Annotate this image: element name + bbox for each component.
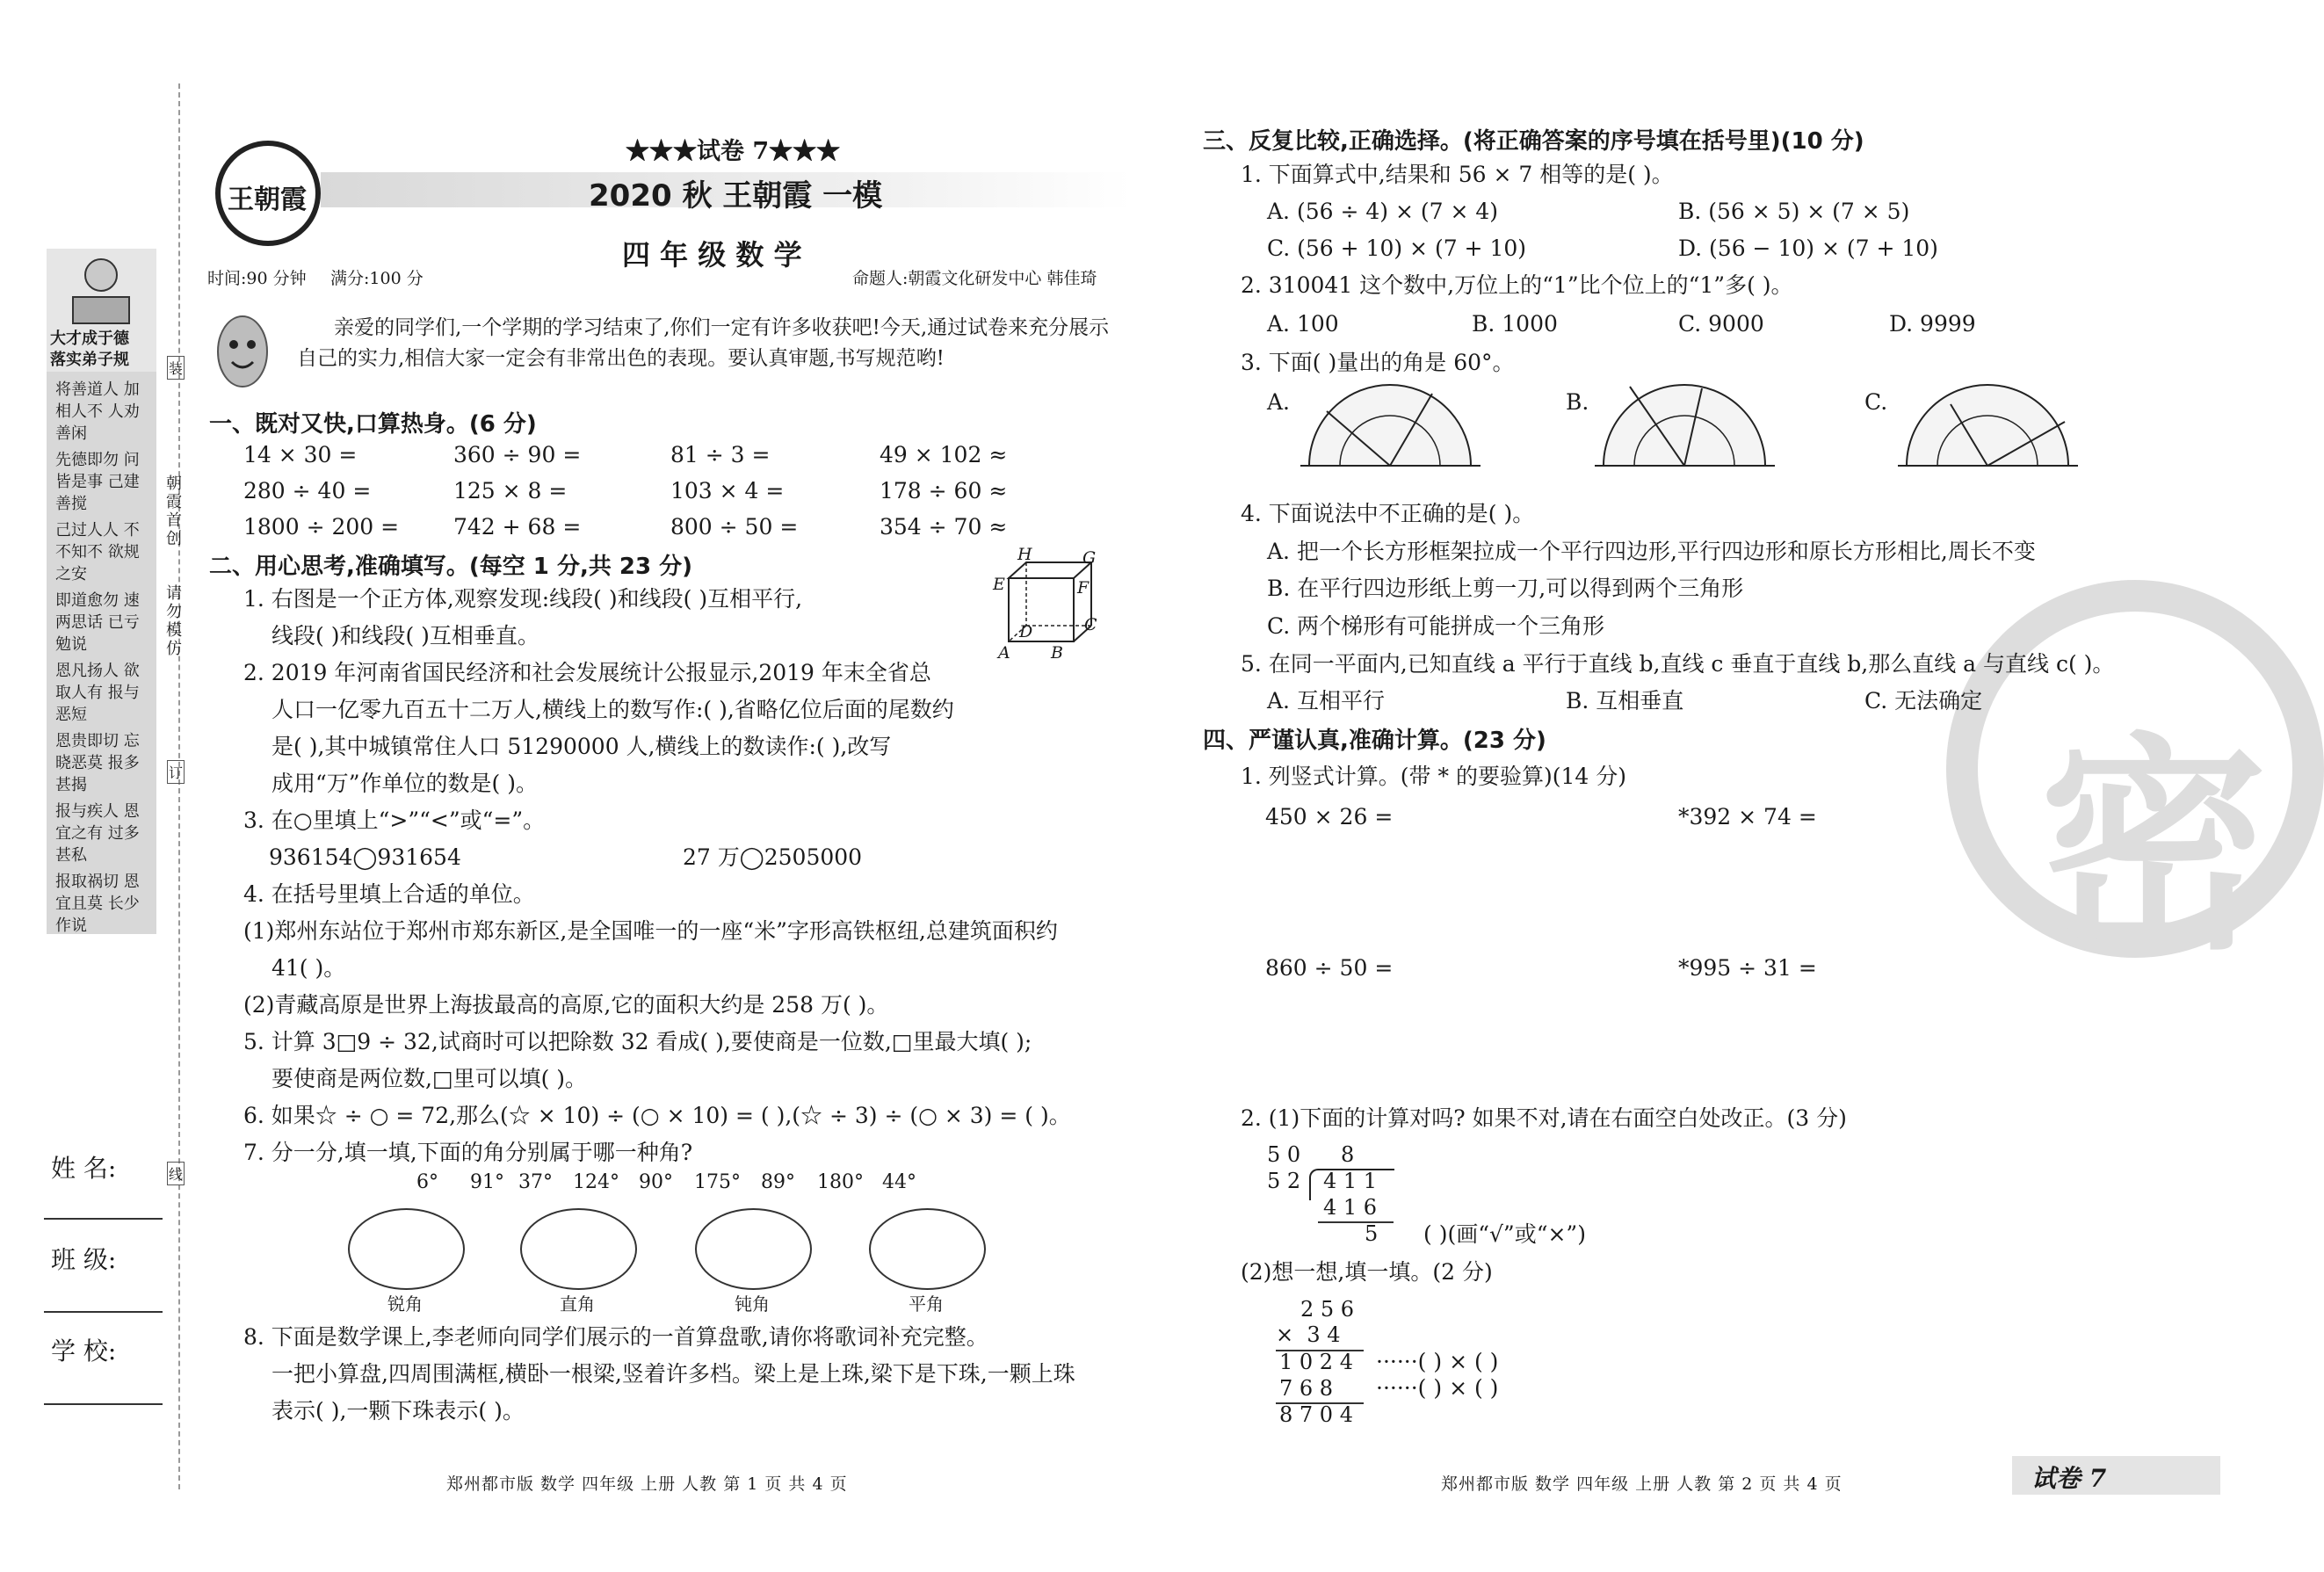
q3-1: 1. 下面算式中,结果和 56 × 7 相等的是( )。	[1241, 162, 1674, 187]
oral-calc: 103 × 4 =	[670, 478, 785, 503]
intro-line-2: 自己的实力,相信大家一定会有非常出色的表现。要认真审题,书写规范哟!	[297, 347, 945, 370]
division-divisor: 5 2	[1267, 1169, 1301, 1193]
division-judge: ( )(画“√”或“×”)	[1423, 1221, 1586, 1247]
vertical-calc: 450 × 26 =	[1265, 804, 1394, 829]
verse-block: 报取祸切 恩宜且莫 长少作说	[55, 873, 140, 935]
oral-calc: 280 ÷ 40 =	[243, 478, 372, 503]
q3-5: 5. 在同一平面内,已知直线 a 平行于直线 b,直线 c 垂直于直线 b,那么直线 a 与直线 c( )。	[1241, 651, 2115, 677]
oral-calc: 14 × 30 =	[243, 442, 358, 467]
q3-3-option-b: B.	[1566, 389, 1589, 415]
oral-calc: 81 ÷ 3 =	[670, 442, 771, 467]
vertical-calc: *392 × 74 =	[1678, 804, 1817, 829]
answer-oval-straight[interactable]	[869, 1208, 986, 1290]
q3-1-option-d: D. (56 − 10) × (7 + 10)	[1678, 235, 1938, 261]
q3-2-option-c: C. 9000	[1678, 311, 1764, 337]
q3-4-option-a: A. 把一个长方形框架拉成一个平行四边形,平行四边形和原长方形相比,周长不变	[1267, 539, 2036, 564]
division-dividend: 4 1 1	[1323, 1169, 1378, 1193]
logo-text: 王朝霞	[228, 185, 307, 215]
verse-block: 恩凡扬人 欲取人有 报与恶短	[55, 662, 140, 724]
binding-note-1: 朝霞首创	[163, 474, 182, 548]
class-label: 班 级:	[51, 1245, 117, 1274]
cube-label-f: F	[1077, 578, 1090, 598]
oral-calc: 742 + 68 =	[453, 514, 582, 540]
intro-line-1: 亲爱的同学们,一个学期的学习结束了,你们一定有许多收获吧!今天,通过试卷来充分展示	[334, 316, 1110, 339]
verse-block: 报与疾人 恩宜之有 过多甚私	[55, 802, 140, 865]
cube-label-g: G	[1082, 548, 1097, 568]
binding-mark-xian: 线	[167, 1162, 185, 1185]
q2-7: 7. 分一分,填一填,下面的角分别属于哪一种角?	[243, 1140, 693, 1165]
section1-title: 一、既对又快,口算热身。(6 分)	[209, 411, 537, 438]
angle-value: 124°	[573, 1171, 619, 1193]
section4-title: 四、严谨认真,准确计算。(23 分)	[1203, 728, 1546, 754]
mult-partial-1: 1 0 2 4	[1279, 1350, 1353, 1374]
division-line	[1318, 1221, 1394, 1223]
verse-block: 将善道人 加相人不 人劝善闲	[55, 380, 140, 443]
q2-1-line-b: 线段( )和线段( )互相垂直。	[271, 623, 539, 648]
q3-5-option-b: B. 互相垂直	[1566, 688, 1684, 714]
corner-label: 试卷 7	[2031, 1464, 2107, 1493]
exam-time: 时间:90 分钟	[207, 269, 307, 288]
binding-mark-zhuang: 装	[167, 356, 185, 380]
oval-label: 直角	[560, 1293, 595, 1315]
q4-1: 1. 列竖式计算。(带 * 的要验算)(14 分)	[1241, 764, 1626, 789]
q3-3-option-a: A.	[1267, 389, 1291, 415]
angle-value: 175°	[694, 1171, 741, 1193]
sidebar-figure	[47, 249, 156, 372]
verse-block: 恩贵即切 忘晓恶莫 报多甚揭	[55, 732, 140, 794]
q2-8-b: 一把小算盘,四周围满框,横卧一根梁,竖着许多档。梁上是上珠,梁下是下珠,一颗上珠	[271, 1361, 1075, 1387]
q3-2: 2. 310041 这个数中,万位上的“1”比个位上的“1”多( )。	[1241, 272, 1793, 298]
verse-block: 先德即勿 问皆是事 己建善搅	[55, 451, 140, 513]
q2-4-1-b: 41( )。	[271, 955, 346, 981]
angle-value: 89°	[761, 1171, 795, 1193]
protractor-c	[1898, 387, 2078, 474]
protractor-a	[1300, 387, 1481, 474]
sidebar-verses	[47, 372, 156, 934]
q4-2-2: (2)想一想,填一填。(2 分)	[1241, 1259, 1493, 1285]
oral-calc: 49 × 102 ≈	[880, 442, 1008, 467]
mult-top: 2 5 6	[1300, 1297, 1355, 1322]
mascot-icon	[211, 308, 274, 395]
mult-hint-1: ······( ) × ( )	[1376, 1349, 1499, 1374]
division-remainder: 5	[1365, 1221, 1379, 1246]
q2-2-line-c: 是( ),其中城镇常住人口 51290000 人,横线上的数读作:( ),改写	[271, 734, 892, 759]
q2-4: 4. 在括号里填上合适的单位。	[243, 881, 535, 907]
q3-4: 4. 下面说法中不正确的是( )。	[1241, 501, 1535, 526]
motto-1: 大才成于德	[50, 330, 129, 348]
corner-tab	[2012, 1456, 2220, 1495]
q2-3-a: 936154◯931654	[269, 844, 461, 870]
verse-block: 己过人人 不不知不 欲规之安	[55, 521, 140, 583]
motto-2: 落实弟子规	[50, 351, 129, 369]
school-label: 学 校:	[51, 1337, 117, 1366]
angle-value: 180°	[817, 1171, 864, 1193]
cube-label-d: D	[1019, 622, 1033, 641]
angle-value: 44°	[882, 1171, 916, 1193]
vertical-calc: 860 ÷ 50 =	[1265, 955, 1394, 981]
logo	[215, 141, 321, 246]
q3-4-option-b: B. 在平行四边形纸上剪一刀,可以得到两个三角形	[1267, 576, 1744, 601]
exam-author: 命题人:朝霞文化研发中心 韩佳琦	[852, 269, 1097, 288]
q2-8-c: 表示( ),一颗下珠表示( )。	[271, 1398, 525, 1423]
q4-2-1: 2. (1)下面的计算对吗? 如果不对,请在右面空白处改正。(3 分)	[1241, 1105, 1847, 1131]
answer-oval-acute[interactable]	[348, 1208, 465, 1290]
answer-oval-obtuse[interactable]	[695, 1208, 812, 1290]
school-field[interactable]	[44, 1403, 163, 1405]
class-field[interactable]	[44, 1311, 163, 1313]
oral-calc: 354 ÷ 70 ≈	[880, 514, 1008, 540]
mult-bottom: × 3 4	[1276, 1322, 1341, 1347]
oval-label: 钝角	[735, 1293, 770, 1315]
binding-note-2: 请勿模仿	[163, 584, 182, 658]
stars-title: ★★★试卷 7★★★	[626, 138, 841, 165]
q2-2-line-b: 人口一亿零九百五十二万人,横线上的数写作:( ),省略亿位后面的尾数约	[271, 697, 954, 722]
angle-value: 37°	[518, 1171, 553, 1193]
q2-3-b: 27 万◯2505000	[683, 844, 863, 870]
q2-4-2: (2)青藏高原是世界上海拔最高的高原,它的面积大约是 258 万( )。	[243, 992, 889, 1018]
exam-score: 满分:100 分	[330, 269, 424, 288]
q2-6: 6. 如果☆ ÷ ○ = 72,那么(☆ × 10) ÷ (○ × 10) = ( ),(☆ ÷ 3) ÷ (○ × 3) = ( )。	[243, 1103, 1071, 1128]
cube-label-c: C	[1084, 615, 1097, 634]
q2-4-1-a: (1)郑州东站位于郑州市郑东新区,是全国唯一的一座“米”字形高铁枢纽,总建筑面积约	[243, 918, 1058, 944]
section2-title: 二、用心思考,准确填写。(每空 1 分,共 23 分)	[209, 554, 692, 580]
mult-partial-2: 7 6 8	[1279, 1376, 1334, 1401]
footer-right: 郑州都市版 数学 四年级 上册 人教 第 2 页 共 4 页	[1441, 1474, 1843, 1494]
division-quotient: 5 0 8	[1267, 1142, 1355, 1167]
q2-3: 3. 在○里填上“>”“<”或“=”。	[243, 808, 546, 833]
cube-diagram	[993, 545, 1098, 666]
oval-label: 平角	[909, 1293, 944, 1315]
q3-5-option-c: C. 无法确定	[1864, 688, 1983, 714]
oral-calc: 125 × 8 =	[453, 478, 568, 503]
cube-label-a: A	[998, 643, 1010, 663]
binding-dashed-line	[178, 83, 180, 1489]
section3-title: 三、反复比较,正确选择。(将正确答案的序号填在括号里)(10 分)	[1203, 128, 1864, 155]
seal-glyph: 密	[2039, 715, 2268, 981]
q3-1-option-c: C. (56 + 10) × (7 + 10)	[1267, 235, 1527, 261]
q3-3-option-c: C.	[1864, 389, 1888, 415]
secret-seal	[1946, 580, 2324, 981]
q3-1-option-b: B. (56 × 5) × (7 × 5)	[1678, 199, 1910, 224]
cube-label-h: H	[1017, 545, 1032, 564]
oral-calc: 1800 ÷ 200 =	[243, 514, 400, 540]
vertical-calc: *995 ÷ 31 =	[1678, 955, 1817, 981]
q3-2-option-a: A. 100	[1267, 311, 1339, 337]
q3-2-option-d: D. 9999	[1889, 311, 1976, 337]
cube-label-b: B	[1051, 643, 1063, 663]
q3-4-option-c: C. 两个梯形有可能拼成一个三角形	[1267, 613, 1605, 639]
protractor-b	[1595, 387, 1775, 474]
oral-calc: 800 ÷ 50 =	[670, 514, 799, 540]
name-label: 姓 名:	[51, 1154, 117, 1183]
angle-value: 90°	[639, 1171, 673, 1193]
mult-hint-2: ······( ) × ( )	[1376, 1375, 1499, 1401]
angle-value: 91°	[470, 1171, 504, 1193]
verse-block: 即道愈勿 速两思话 已亏勉说	[55, 591, 140, 654]
q2-1-line-a: 1. 右图是一个正方体,观察发现:线段( )和线段( )互相平行,	[243, 586, 803, 612]
answer-oval-right[interactable]	[520, 1208, 637, 1290]
q3-3: 3. 下面( )量出的角是 60°。	[1241, 350, 1515, 375]
mult-result: 8 7 0 4	[1279, 1402, 1353, 1427]
cube-label-e: E	[993, 575, 1005, 594]
q2-5-a: 5. 计算 3□9 ÷ 32,试商时可以把除数 32 看成( ),要使商是一位数,□里最大填( );	[243, 1029, 1032, 1054]
banner-title: 2020 秋 王朝霞 一模	[589, 178, 883, 214]
q3-2-option-b: B. 1000	[1472, 311, 1558, 337]
q2-8-a: 8. 下面是数学课上,李老师向同学们展示的一首算盘歌,请你将歌词补充完整。	[243, 1324, 988, 1350]
oral-calc: 360 ÷ 90 =	[453, 442, 582, 467]
oral-calc: 178 ÷ 60 ≈	[880, 478, 1008, 503]
q3-1-option-a: A. (56 ÷ 4) × (7 × 4)	[1267, 199, 1499, 224]
angle-value: 6°	[416, 1171, 438, 1193]
q2-2-line-a: 2. 2019 年河南省国民经济和社会发展统计公报显示,2019 年末全省总	[243, 660, 931, 685]
q2-5-b: 要使商是两位数,□里可以填( )。	[271, 1066, 588, 1091]
binding-mark-ding: 订	[167, 760, 185, 784]
name-field[interactable]	[44, 1218, 163, 1220]
division-product: 4 1 6	[1323, 1195, 1378, 1220]
q2-2-line-d: 成用“万”作单位的数是( )。	[271, 771, 539, 796]
q3-5-option-a: A. 互相平行	[1267, 688, 1385, 714]
footer-left: 郑州都市版 数学 四年级 上册 人教 第 1 页 共 4 页	[446, 1474, 848, 1494]
subject-title: 四 年 级 数 学	[622, 238, 802, 272]
oval-label: 锐角	[387, 1293, 423, 1315]
